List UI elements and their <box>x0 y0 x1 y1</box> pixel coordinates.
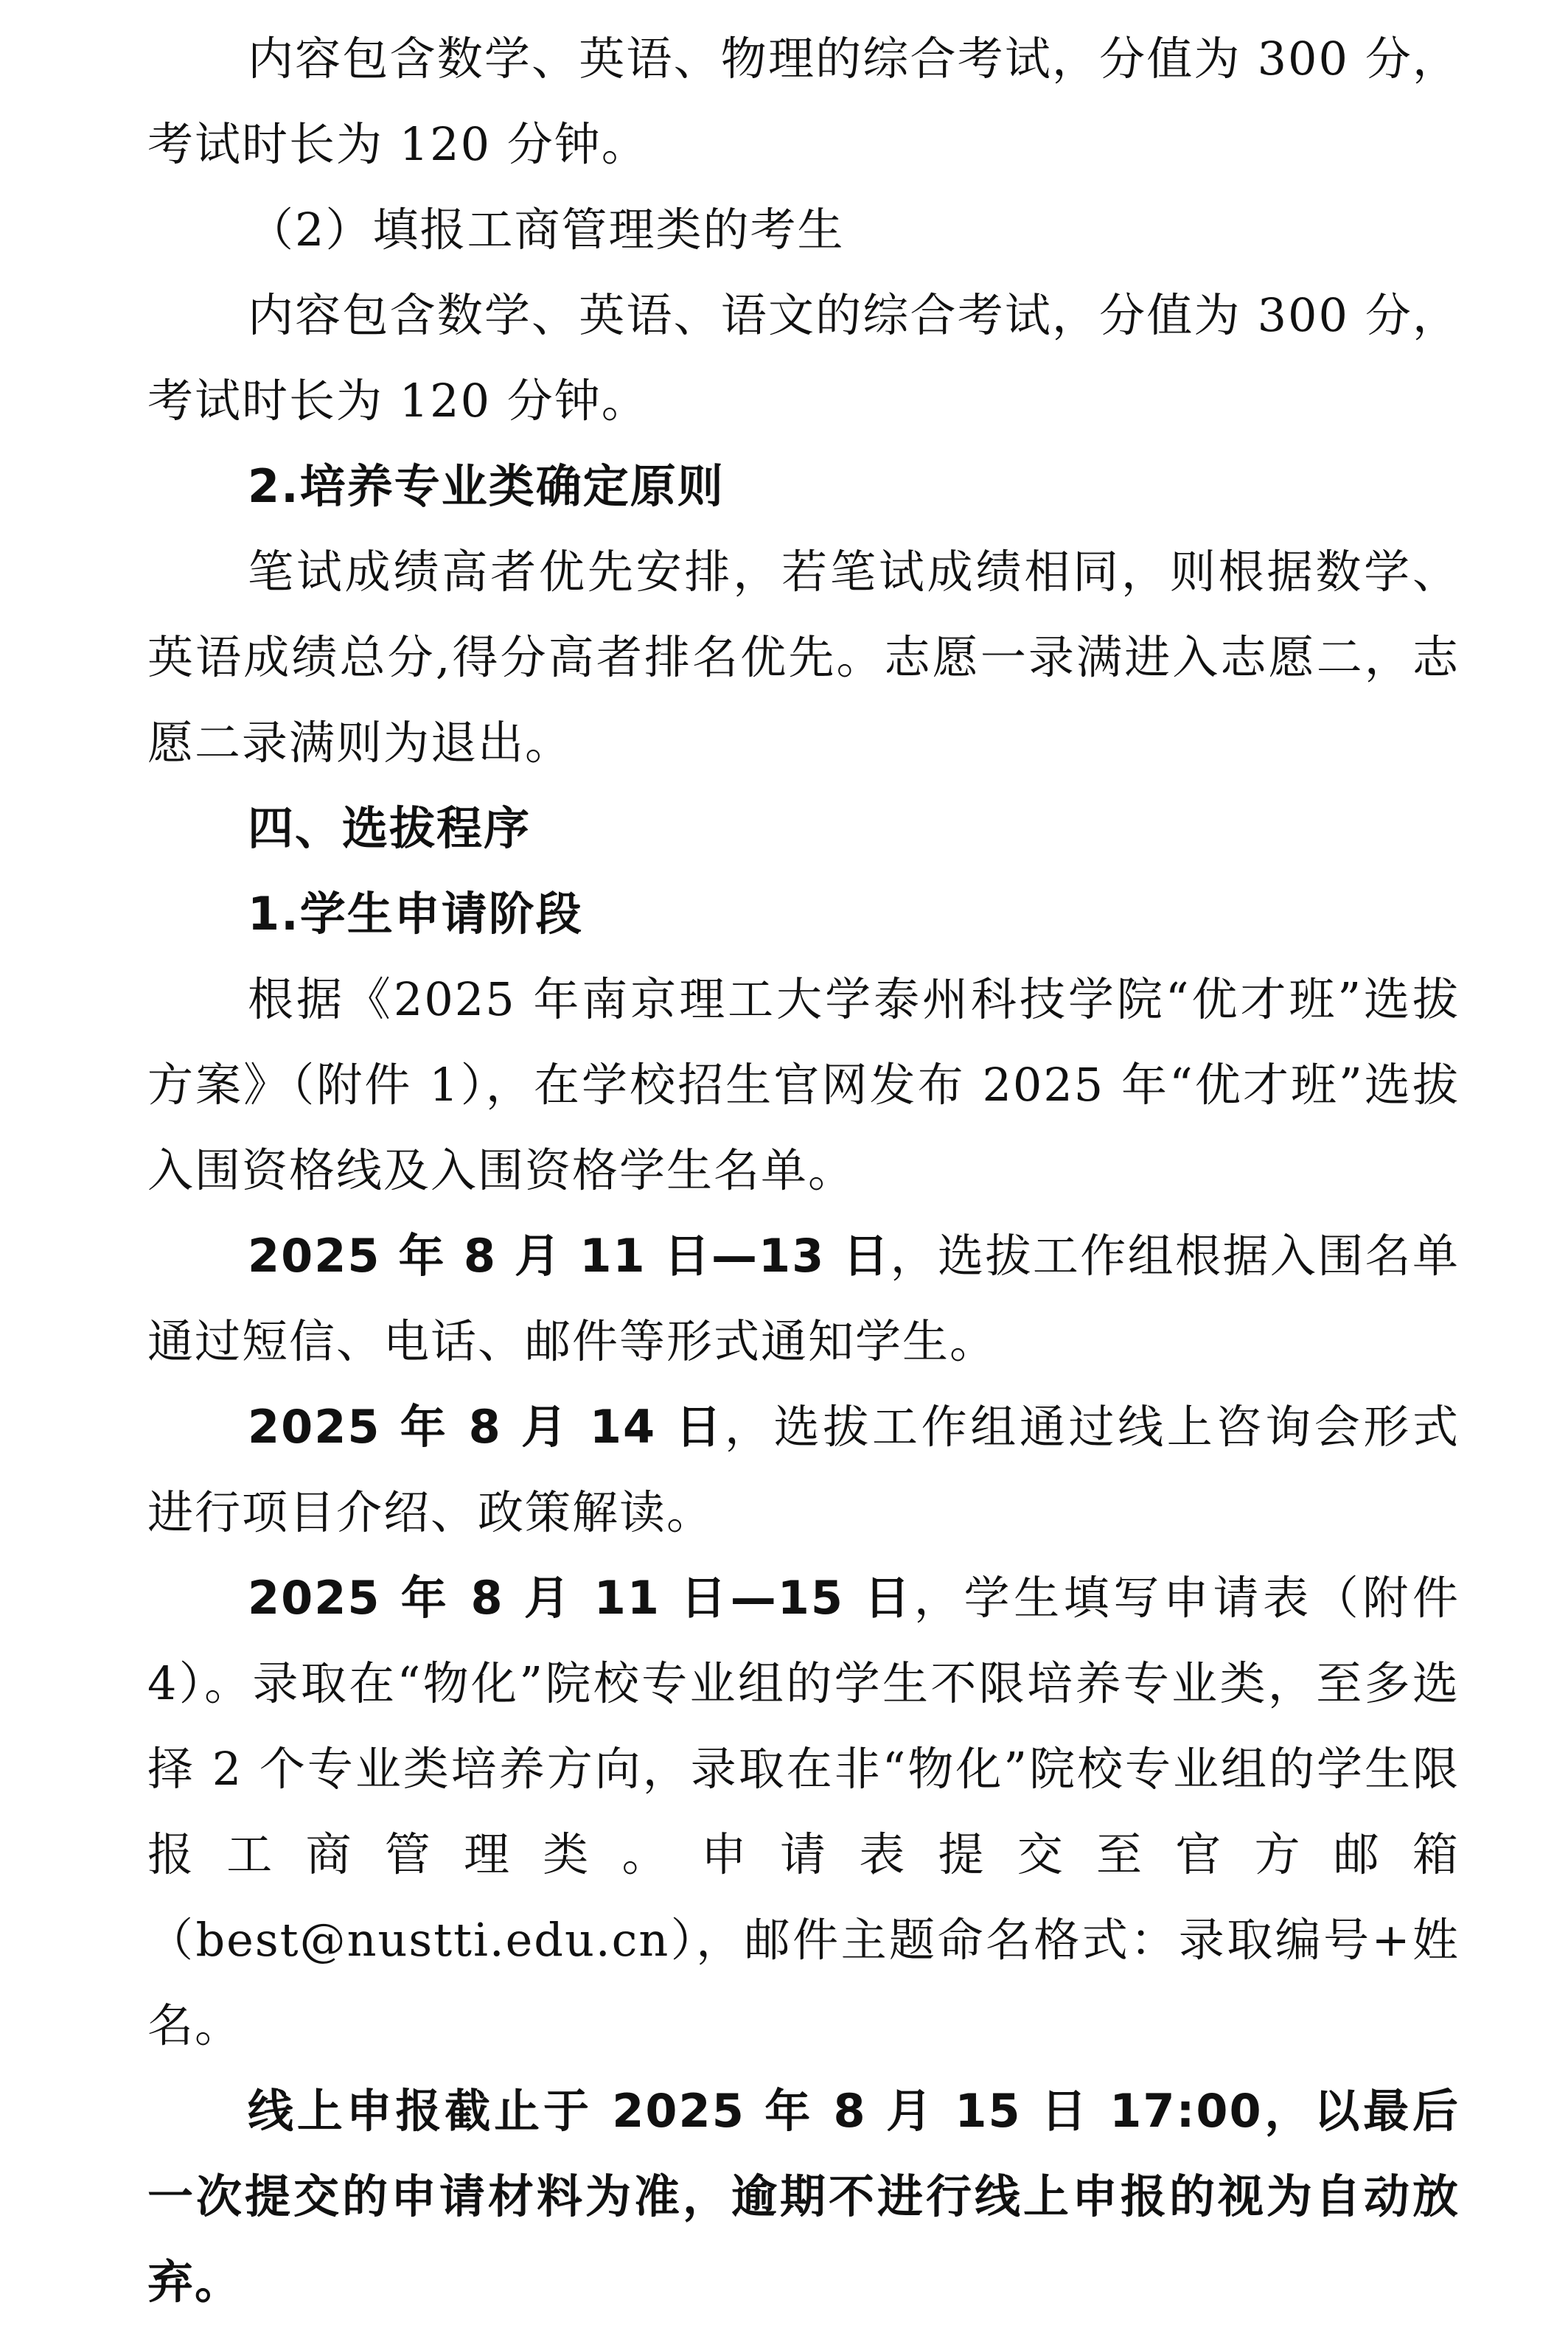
heading-selection-procedure: 四、选拔程序 <box>248 801 532 855</box>
date-application: 2025 年 8 月 11 日—15 日 <box>248 1571 914 1625</box>
heading-application-stage: 1.学生申请阶段 <box>248 887 583 941</box>
paragraph-ranking-rule: 笔试成绩高者优先安排，若笔试成绩相同，则根据数学、英语成绩总分,得分高者排名优先。志愿一录满进入志愿二，志愿二录满则为退出。 <box>147 545 1460 770</box>
paragraph-consultation <box>147 1384 1460 1555</box>
paragraph-business-exam: 内容包含数学、英语、语文的综合考试，分值为 300 分，考试时长为 120 分钟。 <box>147 288 1460 428</box>
paragraph-physics-exam: 内容包含数学、英语、物理的综合考试，分值为 300 分，考试时长为 120 分钟。 <box>147 32 1460 171</box>
paragraph-deadline: 线上申报截止于 2025 年 8 月 15 日 17:00，以最后一次提交的申请材料为准，逾期不进行线上申报的视为自动放弃。 <box>147 2084 1460 2309</box>
paragraph-application-form <box>147 1555 1460 2068</box>
document-page <box>147 0 1460 2309</box>
heading-major-principle: 2.培养专业类确定原则 <box>248 459 725 513</box>
date-notification: 2025 年 8 月 11 日—13 日 <box>248 1229 891 1283</box>
date-consultation: 2025 年 8 月 14 日 <box>248 1400 725 1454</box>
text-notification: ，选拔工作组根据入围名单通过短信、电话、邮件等形式通知学生。 <box>147 1229 1460 1368</box>
text-consultation: ，选拔工作组通过线上咨询会形式进行项目介绍、政策解读。 <box>147 1400 1460 1539</box>
paragraph-notification <box>147 1213 1460 1384</box>
paragraph-business-candidates: （2）填报工商管理类的考生 <box>248 203 845 257</box>
paragraph-selection-plan: 根据《2025 年南京理工大学泰州科技学院“优才班”选拔方案》（附件 1），在学校招生官网发布 2025 年“优才班”选拔入围资格线及入围资格学生名单。 <box>147 972 1460 1197</box>
text-application: ，学生填写申请表（附件 4）。录取在“物化”院校专业组的学生不限培养专业类，至多选择 2 个专业类培养方向，录取在非“物化”院校专业组的学生限报工商管理类。申请表提交至官方邮箱（best@nustti.edu.cn），邮件主题命名格式：录取编号+姓名。 <box>147 1571 1460 2052</box>
